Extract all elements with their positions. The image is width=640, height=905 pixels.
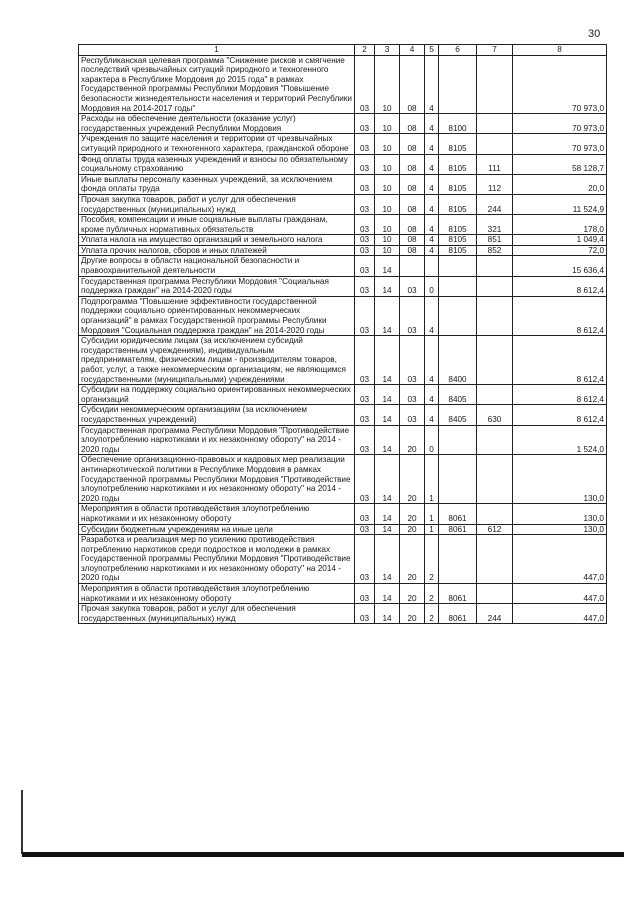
row-subprogram: 4 (425, 215, 439, 235)
row-target-code (439, 455, 477, 504)
row-subsection: 14 (375, 296, 400, 335)
row-expense-type (477, 425, 513, 455)
row-amount: 8 612,4 (513, 276, 607, 296)
row-target-code: 8061 (439, 584, 477, 604)
row-amount: 8 612,4 (513, 296, 607, 335)
row-target-code (439, 535, 477, 584)
row-amount: 8 612,4 (513, 385, 607, 405)
row-name: Субсидии бюджетным учреждениям на иные цели (79, 524, 355, 535)
row-expense-type: 111 (477, 154, 513, 174)
row-amount: 447,0 (513, 604, 607, 624)
row-program: 08 (400, 235, 425, 246)
row-expense-type (477, 114, 513, 134)
row-section: 03 (355, 114, 375, 134)
row-name: Субсидии на поддержку социально ориентированных некоммерческих организаций (79, 385, 355, 405)
row-subsection: 14 (375, 336, 400, 385)
table-row (79, 296, 607, 335)
row-subsection: 10 (375, 194, 400, 214)
row-subsection: 14 (375, 504, 400, 524)
row-section: 03 (355, 154, 375, 174)
row-subsection: 14 (375, 276, 400, 296)
row-target-code: 8105 (439, 174, 477, 194)
row-name: Фонд оплаты труда казенных учреждений и взносы по обязательному социальному страхованию (79, 154, 355, 174)
row-expense-type (477, 455, 513, 504)
row-subsection: 10 (375, 55, 400, 114)
row-target-code: 8105 (439, 235, 477, 246)
row-expense-type (477, 256, 513, 276)
row-amount: 70 973,0 (513, 55, 607, 114)
col-header: 7 (477, 45, 513, 56)
row-expense-type (477, 336, 513, 385)
row-subprogram: 0 (425, 276, 439, 296)
table-row (79, 194, 607, 214)
row-name: Субсидии некоммерческим организациям (за исключением государственных учреждений) (79, 405, 355, 425)
row-program: 03 (400, 405, 425, 425)
row-expense-type (477, 276, 513, 296)
table-row (79, 524, 607, 535)
row-section: 03 (355, 385, 375, 405)
row-name: Мероприятия в области противодействия злоупотреблению наркотиками и их незаконному обороту (79, 504, 355, 524)
row-target-code: 8061 (439, 524, 477, 535)
row-program: 08 (400, 215, 425, 235)
row-subprogram: 1 (425, 524, 439, 535)
table-header-row (79, 45, 607, 56)
row-section: 03 (355, 405, 375, 425)
row-amount: 8 612,4 (513, 336, 607, 385)
row-subsection: 10 (375, 245, 400, 256)
scan-bottom-bar (22, 852, 624, 857)
row-expense-type (477, 55, 513, 114)
row-section: 03 (355, 194, 375, 214)
row-subsection: 14 (375, 455, 400, 504)
row-section: 03 (355, 55, 375, 114)
row-subprogram: 4 (425, 336, 439, 385)
row-subprogram: 4 (425, 114, 439, 134)
row-name: Иные выплаты персоналу казенных учреждений, за исключением фонда оплаты труда (79, 174, 355, 194)
row-amount: 130,0 (513, 504, 607, 524)
table-row (79, 55, 607, 114)
row-program: 20 (400, 584, 425, 604)
row-subsection: 14 (375, 425, 400, 455)
row-amount: 11 524,9 (513, 194, 607, 214)
row-target-code: 8105 (439, 215, 477, 235)
row-target-code: 8105 (439, 194, 477, 214)
row-section: 03 (355, 524, 375, 535)
row-target-code: 8405 (439, 385, 477, 405)
row-program: 20 (400, 535, 425, 584)
row-name: Уплата прочих налогов, сборов и иных платежей (79, 245, 355, 256)
col-header: 2 (355, 45, 375, 56)
page-number: 30 (588, 28, 601, 40)
row-subprogram (425, 256, 439, 276)
table-row (79, 276, 607, 296)
row-expense-type: 321 (477, 215, 513, 235)
row-section: 03 (355, 425, 375, 455)
row-subprogram: 4 (425, 154, 439, 174)
row-program: 03 (400, 336, 425, 385)
scan-edge (21, 790, 23, 854)
table-row (79, 455, 607, 504)
table-row (79, 584, 607, 604)
row-section: 03 (355, 245, 375, 256)
row-amount: 8 612,4 (513, 405, 607, 425)
row-subsection: 10 (375, 215, 400, 235)
row-subprogram: 4 (425, 296, 439, 335)
row-subsection: 14 (375, 584, 400, 604)
row-program: 08 (400, 154, 425, 174)
row-target-code: 8105 (439, 154, 477, 174)
row-subsection: 10 (375, 235, 400, 246)
row-subprogram: 4 (425, 245, 439, 256)
row-amount: 447,0 (513, 535, 607, 584)
row-subsection: 14 (375, 385, 400, 405)
row-target-code (439, 256, 477, 276)
row-section: 03 (355, 235, 375, 246)
row-program (400, 256, 425, 276)
row-section: 03 (355, 604, 375, 624)
row-subsection: 14 (375, 535, 400, 584)
row-expense-type (477, 385, 513, 405)
row-subprogram: 4 (425, 174, 439, 194)
row-name: Пособия, компенсации и иные социальные выплаты гражданам, кроме публичных нормативных обязательств (79, 215, 355, 235)
row-target-code: 8105 (439, 134, 477, 154)
table-row (79, 174, 607, 194)
table-row (79, 535, 607, 584)
row-section: 03 (355, 215, 375, 235)
row-section: 03 (355, 535, 375, 584)
row-subprogram: 4 (425, 194, 439, 214)
row-amount: 58 128,7 (513, 154, 607, 174)
table-row (79, 385, 607, 405)
table-row (79, 215, 607, 235)
table-row (79, 604, 607, 624)
row-name: Уплата налога на имущество организаций и земельного налога (79, 235, 355, 246)
row-target-code (439, 55, 477, 114)
row-target-code: 8100 (439, 114, 477, 134)
row-name: Расходы на обеспечение деятельности (оказание услуг) государственных учреждений Республики Мордовия (79, 114, 355, 134)
row-program: 08 (400, 134, 425, 154)
row-expense-type: 630 (477, 405, 513, 425)
row-section: 03 (355, 455, 375, 504)
row-amount: 1 524,0 (513, 425, 607, 455)
row-target-code: 8061 (439, 604, 477, 624)
row-amount: 130,0 (513, 455, 607, 504)
row-subsection: 10 (375, 134, 400, 154)
row-section: 03 (355, 276, 375, 296)
row-subsection: 10 (375, 114, 400, 134)
row-expense-type: 244 (477, 604, 513, 624)
row-subsection: 14 (375, 405, 400, 425)
row-name: Республиканская целевая программа "Снижение рисков и смягчение последствий чрезвычайных ситуаций природного и техногенного характера в Республике Мордовия до 2015 года" в рамках Государственной программы Республики Мордовия "Повышение безопасности жизнедеятельности населения и территорий Республики Мордовия на 2014-2017 годы" (79, 55, 355, 114)
row-expense-type (477, 584, 513, 604)
row-program: 20 (400, 604, 425, 624)
table-row (79, 336, 607, 385)
row-expense-type (477, 134, 513, 154)
row-target-code (439, 425, 477, 455)
row-program: 20 (400, 524, 425, 535)
row-amount: 1 049,4 (513, 235, 607, 246)
row-name: Субсидии юридическим лицам (за исключением субсидий государственным учреждениям), индивидуальным предпринимателям, физическим лицам - производителям товаров, работ, услуг, а также некоммерческим организациям, не являющимся государственными (муниципальными) учреждениями (79, 336, 355, 385)
row-subsection: 10 (375, 174, 400, 194)
row-name: Другие вопросы в области национальной безопасности и правоохранительной деятельности (79, 256, 355, 276)
row-name: Прочая закупка товаров, работ и услуг для обеспечения государственных (муниципальных) нужд (79, 604, 355, 624)
row-program: 20 (400, 425, 425, 455)
row-name: Учреждения по защите населения и территории от чрезвычайных ситуаций природного и техногенного характера, гражданской обороне (79, 134, 355, 154)
table-row (79, 134, 607, 154)
table-row (79, 114, 607, 134)
row-program: 03 (400, 296, 425, 335)
row-amount: 20,0 (513, 174, 607, 194)
row-subsection: 14 (375, 256, 400, 276)
row-subprogram: 2 (425, 584, 439, 604)
row-expense-type: 612 (477, 524, 513, 535)
row-section: 03 (355, 296, 375, 335)
row-section: 03 (355, 174, 375, 194)
row-program: 08 (400, 114, 425, 134)
row-name: Разработка и реализация мер по усилению противодействия потреблению наркотиков среди подростков и молодежи в рамках Государственной программы Республики Мордовия "Противодействие злоупотреблению наркотиками и их незаконному обороту" на 2014 - 2020 годы (79, 535, 355, 584)
table-row (79, 235, 607, 246)
table-body (79, 55, 607, 624)
row-name: Подпрограмма "Повышение эффективности государственной поддержки социально ориентированных некоммерческих организаций" в рамках Государственной программы Республики Мордовия "Социальная поддержка граждан" на 2014-2020 годы (79, 296, 355, 335)
row-subsection: 14 (375, 524, 400, 535)
row-program: 20 (400, 504, 425, 524)
table-row (79, 245, 607, 256)
row-name: Государственная программа Республики Мордовия "Социальная поддержка граждан" на 2014-2020 годы (79, 276, 355, 296)
row-expense-type: 851 (477, 235, 513, 246)
row-program: 20 (400, 455, 425, 504)
row-expense-type (477, 504, 513, 524)
col-header: 3 (375, 45, 400, 56)
row-target-code: 8061 (439, 504, 477, 524)
table-row (79, 405, 607, 425)
col-header: 4 (400, 45, 425, 56)
row-program: 08 (400, 55, 425, 114)
row-section: 03 (355, 336, 375, 385)
row-subprogram: 1 (425, 504, 439, 524)
row-section: 03 (355, 256, 375, 276)
row-section: 03 (355, 504, 375, 524)
row-subsection: 14 (375, 604, 400, 624)
row-expense-type: 852 (477, 245, 513, 256)
row-target-code (439, 296, 477, 335)
row-subprogram: 2 (425, 604, 439, 624)
budget-table (78, 44, 607, 624)
row-subprogram: 0 (425, 425, 439, 455)
row-expense-type (477, 535, 513, 584)
row-subsection: 10 (375, 154, 400, 174)
row-subprogram: 4 (425, 385, 439, 405)
row-program: 03 (400, 385, 425, 405)
row-amount: 72,0 (513, 245, 607, 256)
table-row (79, 504, 607, 524)
row-target-code: 8105 (439, 245, 477, 256)
row-section: 03 (355, 584, 375, 604)
row-subprogram: 2 (425, 535, 439, 584)
row-section: 03 (355, 134, 375, 154)
table-row (79, 425, 607, 455)
col-header: 6 (439, 45, 477, 56)
row-subprogram: 4 (425, 235, 439, 246)
row-name: Прочая закупка товаров, работ и услуг для обеспечения государственных (муниципальных) нужд (79, 194, 355, 214)
row-amount: 70 973,0 (513, 114, 607, 134)
row-target-code (439, 276, 477, 296)
row-expense-type: 112 (477, 174, 513, 194)
row-amount: 178,0 (513, 215, 607, 235)
row-program: 08 (400, 194, 425, 214)
col-header: 8 (513, 45, 607, 56)
col-header: 1 (79, 45, 355, 56)
row-target-code: 8400 (439, 336, 477, 385)
row-amount: 15 636,4 (513, 256, 607, 276)
row-name: Мероприятия в области противодействия злоупотреблению наркотиками и их незаконному обороту (79, 584, 355, 604)
table-row (79, 154, 607, 174)
row-subprogram: 4 (425, 134, 439, 154)
row-amount: 447,0 (513, 584, 607, 604)
row-program: 03 (400, 276, 425, 296)
row-name: Государственная программа Республики Мордовия "Противодействие злоупотреблению наркотиками и их незаконному обороту" на 2014 - 2020 годы (79, 425, 355, 455)
row-program: 08 (400, 174, 425, 194)
row-subprogram: 4 (425, 405, 439, 425)
table-row (79, 256, 607, 276)
row-target-code: 8405 (439, 405, 477, 425)
row-program: 08 (400, 245, 425, 256)
row-amount: 70 973,0 (513, 134, 607, 154)
row-subprogram: 1 (425, 455, 439, 504)
row-subprogram: 4 (425, 55, 439, 114)
row-amount: 130,0 (513, 524, 607, 535)
row-expense-type (477, 296, 513, 335)
col-header: 5 (425, 45, 439, 56)
row-name: Обеспечение организационно-правовых и кадровых мер реализации антинаркотической политики в Республике Мордовия в рамках Государственной программы Республики Мордовия "Противодействие злоупотреблению наркотиками и их незаконному обороту" на 2014 - 2020 годы (79, 455, 355, 504)
row-expense-type: 244 (477, 194, 513, 214)
